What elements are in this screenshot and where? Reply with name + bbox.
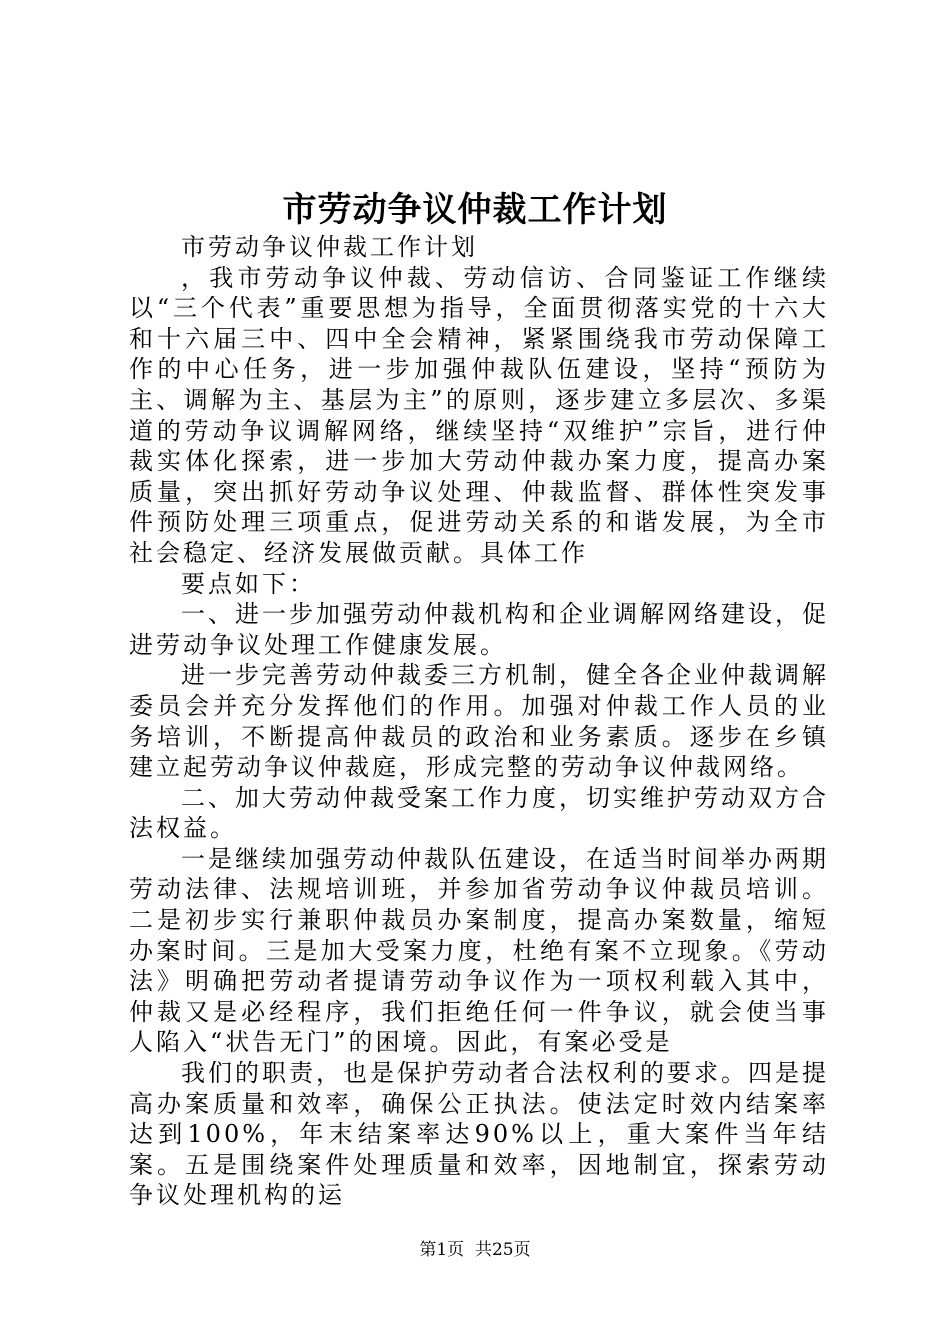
- paragraph: 二、加大劳动仲裁受案工作力度，切实维护劳动双方合法权益。: [129, 783, 829, 843]
- paragraph: 一、进一步加强劳动仲裁机构和企业调解网络建设，促进劳动争议处理工作健康发展。: [129, 600, 829, 659]
- page-footer: 第1页 共25页: [419, 1240, 531, 1260]
- paragraph: 市劳动争议仲裁工作计划: [181, 233, 478, 261]
- document-title: 市劳动争议仲裁工作计划: [282, 190, 668, 230]
- paragraph: 要点如下：: [181, 569, 316, 598]
- document-body: [129, 232, 829, 1211]
- paragraph: 进一步完善劳动仲裁委三方机制，健全各企业仲裁调解委员会并充分发挥他们的作用。加强对仲裁工作人员的业务培训，不断提高仲裁员的政治和业务素质。逐步在乡镇建立起劳动争议仲裁庭，形成完整的劳动争议仲裁网络。: [129, 661, 829, 782]
- paragraph: 一是继续加强劳动仲裁队伍建设，在适当时间举办两期劳动法律、法规培训班，并参加省劳动争议仲裁员培训。二是初步实行兼职仲裁员办案制度，提高办案数量，缩短办案时间。三是加大受案力度，杜绝有案不立现象。《劳动法》明确把劳动者提请劳动争议作为一项权利载入其中，仲裁又是必经程序，我们拒绝任何一件争议，就会使当事人陷入“状告无门”的困境。因此，有案必受是: [129, 844, 829, 1057]
- paragraph: ，我市劳动争议仲裁、劳动信访、合同鉴证工作继续以“三个代表”重要思想为指导，全面贯彻落实党的十六大和十六届三中、四中全会精神，紧紧围绕我市劳动保障工作的中心任务，进一步加强仲裁队伍建设，坚持“预防为主、调解为主、基层为主”的原则，逐步建立多层次、多渠道的劳动争议调解网络，继续坚持“双维护”宗旨，进行仲裁实体化探索，进一步加大劳动仲裁办案力度，提高办案质量，突出抓好劳动争议处理、仲裁监督、群体性突发事件预防处理三项重点，促进劳动关系的和谐发展，为全市社会稳定、经济发展做贡献。具体工作: [129, 263, 829, 567]
- paragraph: 我们的职责，也是保护劳动者合法权利的要求。四是提高办案质量和效率，确保公正执法。使法定时效内结案率达到100%，年末结案率达90%以上，重大案件当年结案。五是围绕案件处理质量和效率，因地制宜，探索劳动争议处理机构的运: [129, 1059, 829, 1210]
